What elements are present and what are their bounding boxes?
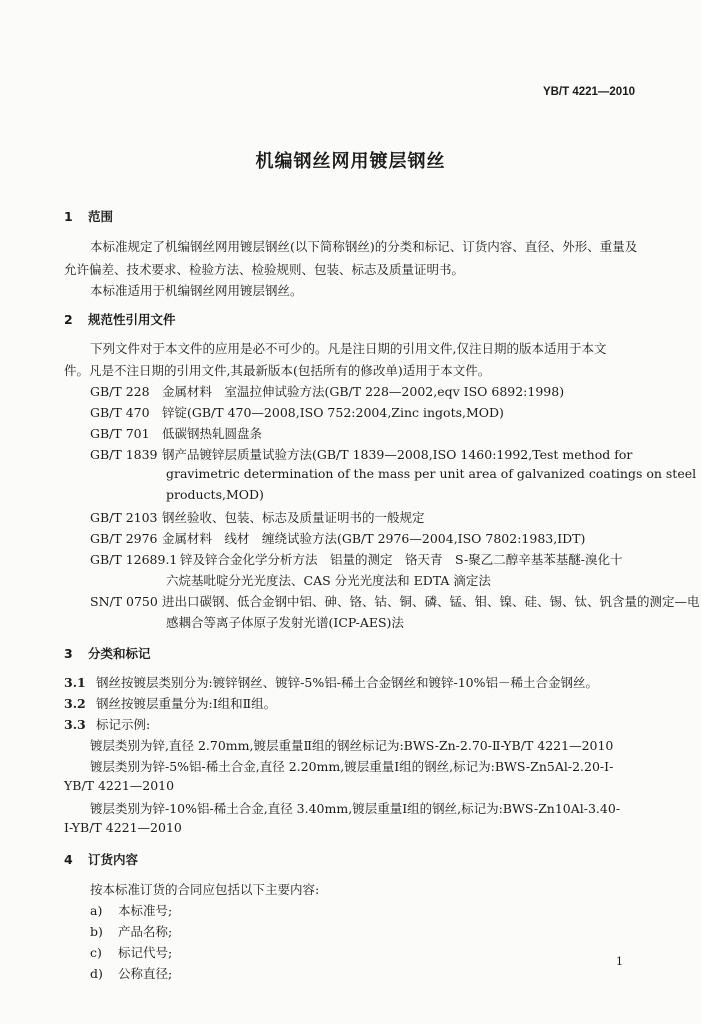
clause-3-2: 3.2 钢丝按镀层重量分为:Ⅰ组和Ⅱ组。 (64, 696, 277, 711)
marking-example-2-line-1: 镀层类别为锌-5%铝-稀土合金,直径 2.20mm,镀层重量Ⅰ组的钢丝,标记为:BWS-Zn5Al-2.20-Ⅰ- (90, 759, 614, 774)
reference-continuation: 六烷基吡啶分光光度法、CAS 分光光度法和 EDTA 滴定法 (166, 573, 491, 588)
clause-3-3: 3.3 标记示例: (64, 717, 151, 732)
order-item: b) 产品名称; (90, 924, 173, 939)
s1-paragraph-line-1: 本标准规定了机编钢丝网用镀层钢丝(以下简称钢丝)的分类和标记、订货内容、直径、外形、重量及 (90, 239, 638, 254)
reference-item: GB/T 701 低碳钢热轧圆盘条 (90, 426, 263, 441)
section-heading-1: 1 范围 (64, 209, 114, 224)
reference-item: GB/T 1839 钢产品镀锌层质量试验方法(GB/T 1839—2008,ISO 1460:1992,Test method for (90, 447, 633, 462)
section-heading-3: 3 分类和标记 (64, 646, 151, 661)
order-item: a) 本标准号; (90, 903, 173, 918)
reference-item: GB/T 470 锌锭(GB/T 470—2008,ISO 752:2004,Zinc ingots,MOD) (90, 405, 504, 420)
marking-example-2-line-2: YB/T 4221—2010 (64, 778, 175, 793)
marking-example-3-line-2: Ⅰ-YB/T 4221—2010 (64, 820, 182, 835)
clause-3-1: 3.1 钢丝按镀层类别分为:镀锌钢丝、镀锌-5%铝-稀土合金钢丝和镀锌-10%铝－稀土合金钢丝。 (64, 675, 598, 690)
marking-example-3-line-1: 镀层类别为锌-10%铝-稀土合金,直径 3.40mm,镀层重量Ⅰ组的钢丝,标记为:BWS-Zn10Al-3.40- (90, 801, 621, 816)
section-heading-4: 4 订货内容 (64, 852, 139, 867)
reference-continuation: products,MOD) (166, 487, 264, 502)
marking-example-1: 镀层类别为锌,直径 2.70mm,镀层重量Ⅱ组的钢丝标记为:BWS-Zn-2.70-Ⅱ-YB/T 4221—2010 (90, 738, 614, 753)
reference-item: SN/T 0750 进出口碳钢、低合金钢中铝、砷、铬、钴、铜、磷、锰、钼、镍、硅、锡、钛、钒含量的测定—电 (90, 594, 700, 609)
s2-paragraph-line-1: 下列文件对于本文件的应用是必不可少的。凡是注日期的引用文件,仅注日期的版本适用于本文 (90, 341, 607, 356)
s4-intro: 按本标准订货的合同应包括以下主要内容: (90, 882, 320, 897)
reference-continuation: gravimetric determination of the mass per unit area of galvanized coatings on steel (166, 466, 697, 481)
section-heading-2: 2 规范性引用文件 (64, 312, 176, 327)
order-item: d) 公称直径; (90, 966, 173, 981)
reference-item: GB/T 2976 金属材料 线材 缠绕试验方法(GB/T 2976—2004,ISO 7802:1983,IDT) (90, 531, 586, 546)
page-number: 1 (616, 955, 623, 968)
reference-item: GB/T 228 金属材料 室温拉伸试验方法(GB/T 228—2002,eqv ISO 6892:1998) (90, 384, 565, 399)
reference-item: GB/T 12689.1 锌及锌合金化学分析方法 铝量的测定 铬天青 S-聚乙二醇辛基苯基醚-溴化十 (90, 552, 623, 567)
reference-continuation: 感耦合等离子体原子发射光谱(ICP-AES)法 (166, 615, 404, 630)
s1-paragraph-2: 本标准适用于机编钢丝网用镀层钢丝。 (90, 283, 303, 298)
order-item: c) 标记代号; (90, 945, 173, 960)
reference-item: GB/T 2103 钢丝验收、包装、标志及质量证明书的一般规定 (90, 510, 425, 525)
s1-paragraph-line-2: 允许偏差、技术要求、检验方法、检验规则、包装、标志及质量证明书。 (64, 262, 465, 277)
document-title: 机编钢丝网用镀层钢丝 (255, 151, 446, 172)
standard-number: YB/T 4221—2010 (542, 86, 635, 98)
s2-paragraph-line-2: 件。凡是不注日期的引用文件,其最新版本(包括所有的修改单)适用于本文件。 (64, 363, 491, 378)
